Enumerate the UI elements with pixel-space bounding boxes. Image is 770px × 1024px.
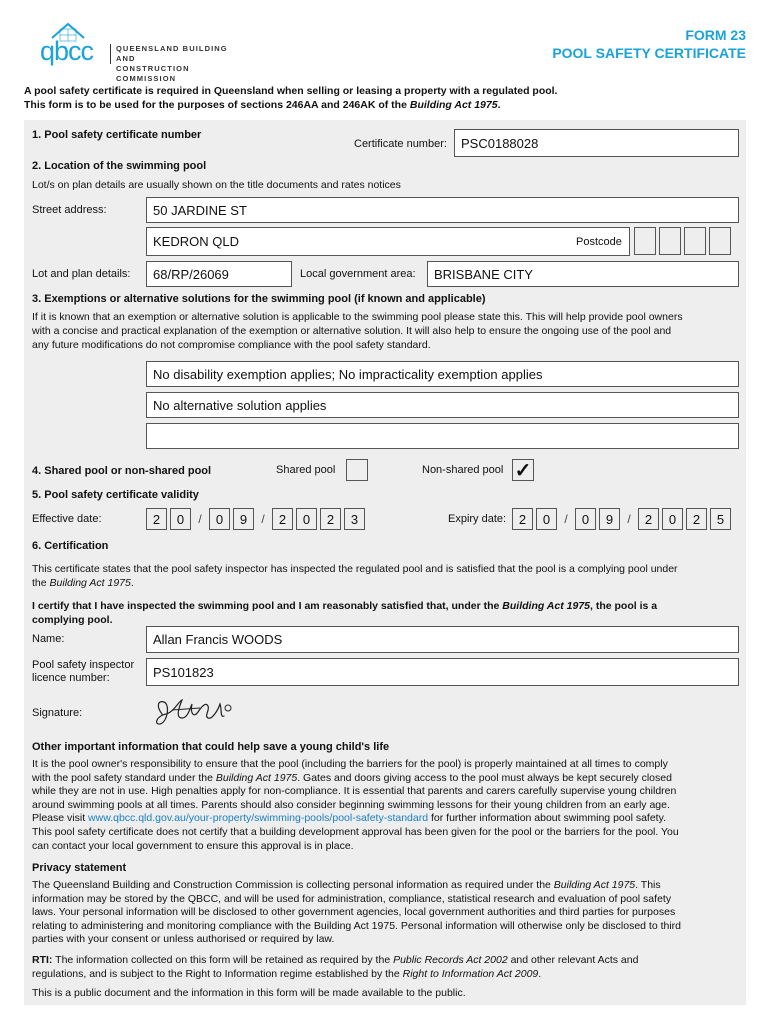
logo-mark: qbcc [40,36,94,66]
other-info-line: This pool safety certificate does not certify that a building development approval has been given for the pool or the barriers for the pool. You [32,825,679,838]
expiry-date-digit[interactable]: 5 [710,508,731,530]
form-number: FORM 23 [685,27,746,43]
other-info-line: while they are not in use. High penalties apply for non-compliance. It is essential that parents and carers carefully supervise young children [32,785,677,798]
privacy-line: laws. Your personal information will be disclosed to other government agencies, local government authorities and third parties for purposes [32,906,676,919]
exemption-field-1[interactable]: No disability exemption applies; No impracticality exemption applies [146,361,739,387]
effective-date-digit[interactable]: 0 [170,508,191,530]
name-label: Name: [32,633,65,645]
date-separator: / [261,512,265,526]
non-shared-pool-label: Non-shared pool [422,464,504,476]
effective-date-digit[interactable]: 2 [272,508,293,530]
expiry-date-digit[interactable]: 0 [575,508,596,530]
org-name [116,44,248,84]
non-shared-pool-checkbox[interactable]: ✓ [512,459,534,481]
other-info-line: can contact your local government to ensure this approval is in place. [32,839,354,852]
effective-date-label: Effective date: [32,513,102,525]
certificate-number-label: Certificate number: [354,138,447,150]
section-5-title: 5. Pool safety certificate validity [32,489,199,501]
signature-image [148,692,238,732]
privacy-line: The Queensland Building and Construction Commission is collecting personal information as required under the Building Act 1975. This [32,879,661,891]
privacy-title: Privacy statement [32,862,127,874]
intro-line-2: This form is to be used for the purposes of sections 246AA and 246AK of the Building Act 1975. [24,98,501,111]
licence-number-label [32,659,134,685]
date-separator: / [198,512,202,526]
certify-line-2: complying pool. [32,614,113,626]
date-separator: / [564,512,568,526]
date-separator: / [627,512,631,526]
other-info-line: Please visit www.qbcc.qld.gov.au/your-property/swimming-pools/pool-safety-standard for further information about swimming pool safety. [32,812,666,825]
section-4-title: 4. Shared pool or non-shared pool [32,465,212,477]
expiry-date-digit[interactable]: 0 [662,508,683,530]
lot-plan-label: Lot and plan details: [32,268,131,280]
privacy-line: information may be stored by the QBCC, and will be used for administration, compliance, statistical research and evaluation of pool safety [32,892,672,905]
lot-plan-field[interactable]: 68/RP/26069 [146,261,292,287]
form-title: POOL SAFETY CERTIFICATE [552,45,746,61]
local-government-label: Local government area: [300,268,416,280]
other-info-title: Other important information that could help save a young child's life [32,741,390,753]
certification-statement-line: This certificate states that the pool safety inspector has inspected the regulated pool and is satisfied that the pool is a complying pool under [32,563,678,575]
rti-text [32,954,744,981]
shared-pool-checkbox[interactable] [346,459,368,481]
other-info-line: It is the pool owner's responsibility to ensure that the pool (including the barriers for the pool) is properly maintained at all times to comply [32,758,668,770]
section-3-line: with a concise and practical explanation of the exemption or alternative solution. It will also help to ensure the ongoing use of the pool and [32,325,672,337]
effective-date-digit[interactable]: 2 [146,508,167,530]
expiry-date-label: Expiry date: [448,513,507,525]
postcode-boxes [634,227,731,255]
public-document-note: This is a public document and the information in this form will be made available to the public. [32,987,466,999]
org-line-2: CONSTRUCTION COMMISSION [116,64,190,83]
certificate-number-field[interactable]: PSC0188028 [454,129,739,157]
exemption-field-2[interactable]: No alternative solution applies [146,392,739,418]
postcode-label: Postcode [576,236,622,248]
effective-date-digit[interactable]: 9 [233,508,254,530]
logo-divider [110,44,111,64]
signature-scribble-icon [148,692,238,732]
effective-date-digit[interactable]: 0 [296,508,317,530]
certification-statement [32,562,742,590]
expiry-date-digit[interactable]: 2 [638,508,659,530]
privacy-line: relating to administering and monitoring compliance with the Building Act 1975. Personal information will otherwise only be disclosed to third [32,919,682,932]
section-1-title: 1. Pool safety certificate number [32,129,202,141]
effective-date-field [146,508,365,530]
certify-declaration [32,599,742,627]
section-3-line: If it is known that an exemption or alternative solution is applicable to the swimming pool please state this. This will help provide pool owners [32,311,683,323]
postcode-digit[interactable] [709,227,731,255]
other-info-text [32,758,744,853]
postcode-digit[interactable] [659,227,681,255]
other-info-line: with the pool safety standard under the Building Act 1975. Gates and doors giving access to the pool must always be kept securely closed [32,771,672,784]
rti-line: RTI: The information collected on this form will be retained as required by the Public Records Act 2002 and other relevant Acts and [32,954,639,966]
section-6-title: 6. Certification [32,540,109,552]
shared-pool-label: Shared pool [276,464,336,476]
expiry-date-field [512,508,731,530]
section-3-title: 3. Exemptions or alternative solutions for the swimming pool (if known and applicable) [32,293,486,305]
licence-label-line: licence number: [32,672,110,684]
exemption-field-3[interactable] [146,423,739,449]
intro-line-1: A pool safety certificate is required in Queensland when selling or leasing a property with a regulated pool. [24,85,558,97]
section-3-line: any future modifications do not compromise compliance with the pool safety standard. [32,339,431,351]
certification-statement-line: the Building Act 1975. [32,577,134,589]
local-government-field[interactable]: BRISBANE CITY [427,261,739,287]
privacy-line: parties with your consent or unless authorised or required by law. [32,933,335,946]
effective-date-digit[interactable]: 3 [344,508,365,530]
form-heading [552,26,746,62]
intro-text [24,85,557,112]
licence-label-line: Pool safety inspector [32,659,135,671]
street-address-label: Street address: [32,204,107,216]
licence-number-field[interactable]: PS101823 [146,658,739,686]
inspector-name-field[interactable]: Allan Francis WOODS [146,626,739,653]
expiry-date-digit[interactable]: 2 [686,508,707,530]
effective-date-digit[interactable]: 2 [320,508,341,530]
org-line-1: QUEENSLAND BUILDING AND [116,44,228,63]
section-3-description [32,310,742,352]
postcode-digit[interactable] [684,227,706,255]
expiry-date-digit[interactable]: 9 [599,508,620,530]
section-2-title: 2. Location of the swimming pool [32,160,207,172]
pool-safety-link[interactable]: www.qbcc.qld.gov.au/your-property/swimming-pools/pool-safety-standard [88,812,429,825]
postcode-digit[interactable] [634,227,656,255]
street-address-line-1[interactable]: 50 JARDINE ST [146,197,739,223]
effective-date-digit[interactable]: 0 [209,508,230,530]
expiry-date-digit[interactable]: 2 [512,508,533,530]
signature-label: Signature: [32,707,83,719]
certify-line-1: I certify that I have inspected the swimming pool and I am reasonably satisfied that, under the Building Act 1975, the pool is a [32,600,658,612]
lot-plan-note: Lot/s on plan details are usually shown on the title documents and rates notices [32,179,401,191]
other-info-line: around swimming pools at all times. Parents should also consider beginning swimming lessons for their young children from an early age. [32,798,670,811]
privacy-text [32,879,744,947]
street-address-line-2[interactable]: KEDRON QLD [146,227,630,256]
qbcc-logo [38,20,248,83]
expiry-date-digit[interactable]: 0 [536,508,557,530]
rti-line: regulations, and is subject to the Right to Information regime established by the Right to Information Act 2009. [32,967,542,980]
